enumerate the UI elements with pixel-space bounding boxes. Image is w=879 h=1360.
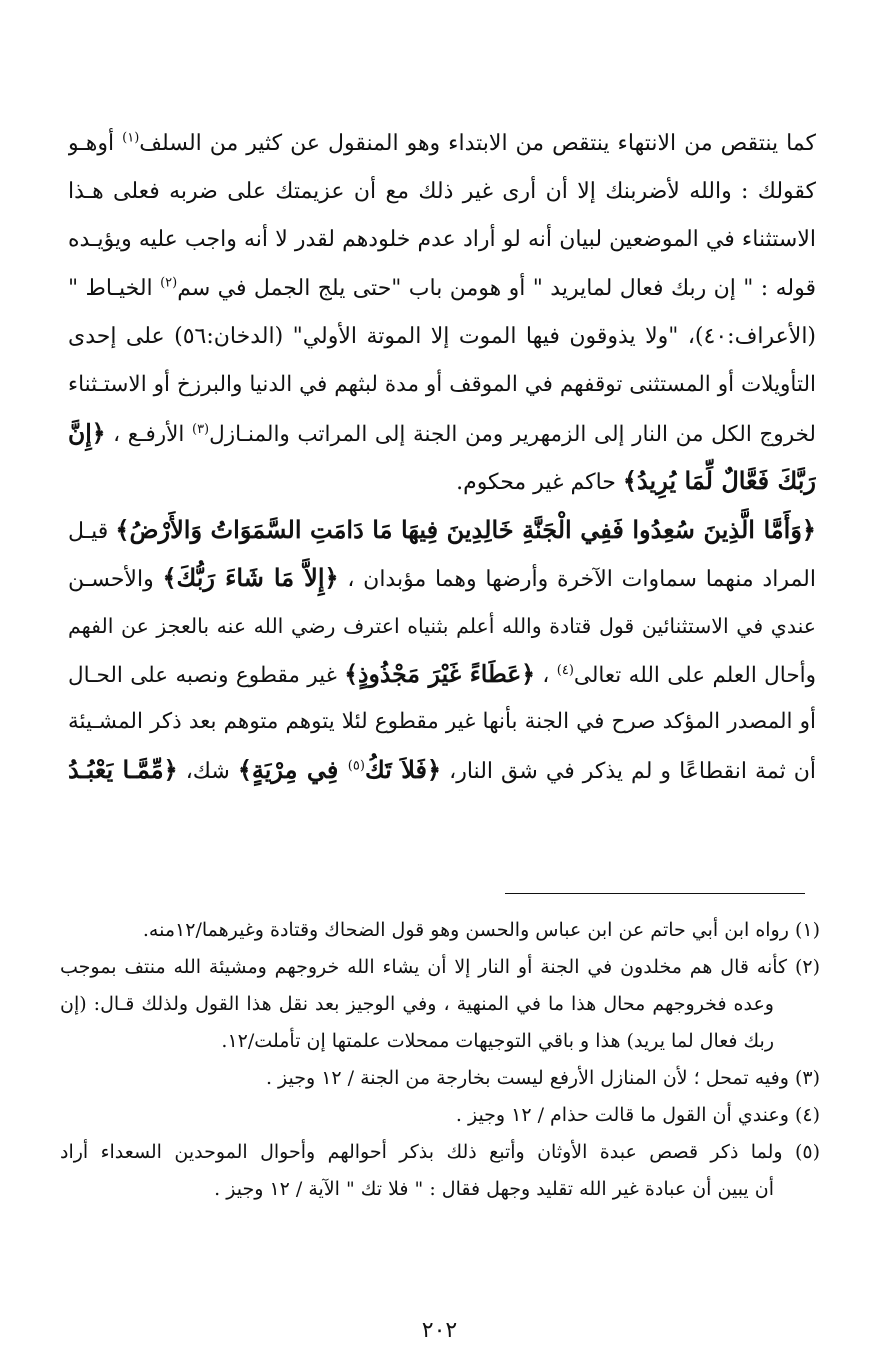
footnote-ref: (٢) bbox=[160, 275, 178, 291]
text-segment: الخيـاط " bbox=[68, 275, 161, 301]
text-line bbox=[68, 216, 816, 264]
text-segment: (الأعراف:٤٠)، "ولا يذوقون فيها الموت إلا الموتة الأولي" (الدخان:٥٦) على إحدى bbox=[68, 323, 816, 349]
footnote-line: (٥) ولما ذكر قصص عبدة الأوثان وأتبع ذلك بذكر أحوالهم وأحوال الموحدين السعداء أراد bbox=[60, 1141, 820, 1163]
footnote-line: (١) رواه ابن أبي حاتم عن ابن عباس والحسن وهو قول الضحاك وقتادة وغيرهما/١٢منه. bbox=[142, 919, 820, 941]
text-segment: أن ثمة انقطاعًا و لم يذكر في شق النار، bbox=[441, 759, 816, 785]
text-segment: حاكم غير محكوم. bbox=[456, 470, 623, 496]
text-segment: عندي في الاستثنائين قول قتادة والله أعلم بثنياه اعترف رضي الله عنه بالعجز عن الفهم bbox=[68, 613, 816, 638]
text-segment: قوله : " إن ربك فعال لمايريد " أو هومن باب "حتى يلج الجمل في سم bbox=[177, 275, 816, 301]
text-line bbox=[68, 602, 816, 650]
quran-verse: ﴿فَلاَ تَكُ bbox=[364, 755, 442, 785]
footnote-ref: (٤) bbox=[556, 662, 574, 678]
text-line bbox=[68, 120, 816, 168]
footnote-ref: (١) bbox=[122, 130, 140, 146]
text-segment: أوهـو bbox=[68, 131, 123, 156]
main-text bbox=[68, 120, 816, 795]
footnote-line: (٤) وعندي أن القول ما قالت حذام / ١٢ وجيز . bbox=[455, 1104, 820, 1126]
text-line bbox=[68, 265, 816, 313]
text-line bbox=[68, 168, 816, 216]
text-segment: غير مقطوع ونصبه على الحـال bbox=[68, 663, 345, 689]
page-number: ٢٠٢ bbox=[421, 1318, 458, 1343]
footnote-line: (٣) وفيه تمحل ؛ لأن المنازل الأرفع ليست بخارجة من الجنة / ١٢ وجيز . bbox=[265, 1067, 820, 1089]
footnote-line: وعده فخروجهم محال هذا ما في المنهية ، وفي الوجيز بعد نقل هذا القول ولذلك قـال: (إن bbox=[60, 993, 774, 1015]
quran-verse: ﴿وَأَمَّا الَّذِينَ سُعِدُوا فَفِي الْجَنَّةِ خَالِدِينَ فِيهَا مَا دَامَتِ السَّمَوَاتُ وَالأَرْضُ﴾ bbox=[115, 514, 816, 544]
text-segment: كما ينتقص من الانتهاء ينتقص من الابتداء وهو المنقول عن كثير من السلف bbox=[139, 131, 816, 156]
text-segment: الاستثناء في الموضعين لبيان أنه لو أراد عدم خلودهم لقدر لا أنه واجب عليه ويؤيـده bbox=[68, 227, 816, 253]
text-segment: شك، bbox=[177, 759, 238, 785]
text-line bbox=[68, 313, 816, 361]
footnote-line: (٢) كأنه قال هم مخلدون في الجنة أو النار إلا أن يشاء الله خروجهم ومشيئة الله منتف بموجب bbox=[60, 956, 820, 978]
text-segment: والأحسـن bbox=[68, 566, 163, 592]
text-segment: ، bbox=[535, 663, 557, 689]
text-line bbox=[68, 506, 816, 554]
footnote-line: أن يبين أن عبادة غير الله تقليد وجهل فقال : " فلا تك " الآية / ١٢ وجيز . bbox=[214, 1178, 774, 1200]
text-segment: قيـل bbox=[68, 518, 116, 544]
quran-verse: فِي مِرْيَةٍ﴾ bbox=[237, 755, 348, 785]
quran-verse: ﴿عَطَاءً غَيْرَ مَجْذُوذٍ﴾ bbox=[344, 660, 536, 689]
footnote-ref: (٥) bbox=[347, 759, 365, 775]
footnotes bbox=[60, 912, 820, 1208]
footnote-ref: (٣) bbox=[191, 421, 210, 437]
text-segment: أو المصدر المؤكد صرح في الجنة بأنها غير مقطوع لئلا يتوهم متوهم بعد ذكر المشـيئة bbox=[68, 709, 816, 735]
text-segment: كقولك : والله لأضربنك إلا أن أرى غير ذلك مع أن عزيمتك على ضربه فعلى هـذا bbox=[68, 179, 816, 205]
text-line bbox=[68, 746, 816, 794]
text-segment: لخروج الكل من النار إلى الزمهرير ومن الجنة إلى المراتب والمنـازل bbox=[209, 422, 816, 448]
text-line bbox=[68, 409, 816, 457]
text-line bbox=[68, 361, 816, 409]
text-line bbox=[68, 554, 816, 602]
text-segment: وأحال العلم على الله تعالى bbox=[573, 663, 816, 689]
quran-verse: ﴿مِّمَّـا يَعْبُـدُ bbox=[68, 755, 178, 785]
text-line bbox=[68, 457, 816, 505]
quran-verse: ﴿إِلاَّ مَا شَاءَ رَبُّكَ﴾ bbox=[162, 562, 339, 592]
quran-verse: رَبَّكَ فَعَّالٌ لِّمَا يُرِيدُ﴾ bbox=[622, 466, 816, 496]
footnote-line: ربك فعال لما يريد) هذا و باقي التوجيهات ممحلات علمتها إن تأملت/١٢. bbox=[221, 1030, 774, 1052]
text-line bbox=[68, 650, 816, 698]
footnote-separator bbox=[505, 893, 805, 894]
text-segment: الأرفـع ، bbox=[105, 422, 192, 448]
text-line bbox=[68, 698, 816, 746]
text-segment: التأويلات أو المستثنى توقفهم في الموقف أو مدة لبثهم في الدنيا والبرزخ أو الاستـثناء bbox=[68, 371, 816, 397]
text-segment: المراد منهما سماوات الآخرة وأرضها وهما مؤبدان ، bbox=[338, 566, 816, 592]
quran-verse: ﴿إِنَّ bbox=[68, 419, 106, 448]
